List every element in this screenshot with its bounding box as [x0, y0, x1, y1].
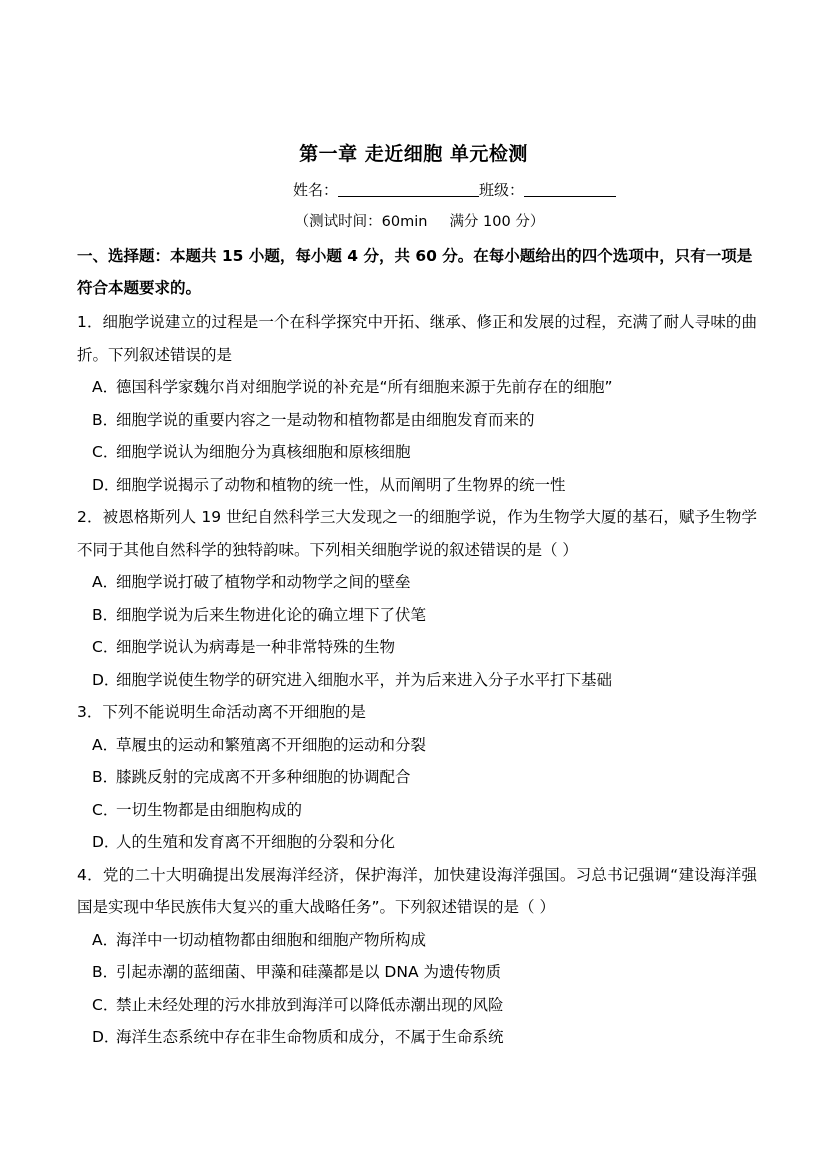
- option-letter: B．: [92, 605, 119, 624]
- option-text: 膝跳反射的完成离不开多种细胞的协调配合: [116, 768, 411, 786]
- option-text: 一切生物都是由细胞构成的: [116, 800, 303, 819]
- option-text: 引起赤潮的蓝细菌、甲藻和硅藻都是以 DNA 为遗传物质: [116, 963, 501, 981]
- option-letter: B．: [92, 768, 119, 786]
- option-b: [77, 599, 757, 632]
- option-b: [77, 956, 757, 989]
- test-info-line: [0, 210, 827, 234]
- option-c: [77, 436, 757, 469]
- option-c: [77, 631, 757, 664]
- option-text: 细胞学说的重要内容之一是动物和植物都是由细胞发育而来的: [116, 410, 535, 429]
- option-letter: D．: [92, 475, 120, 494]
- option-text: 海洋中一切动植物都由细胞和细胞产物所构成: [116, 930, 427, 949]
- option-text: 海洋生态系统中存在非生命物质和成分，不属于生命系统: [116, 1028, 504, 1046]
- option-letter: D．: [92, 1028, 120, 1046]
- option-text: 细胞学说打破了植物学和动物学之间的壁垒: [116, 573, 411, 591]
- option-text: 细胞学说揭示了动物和植物的统一性，从而阐明了生物界的统一性: [116, 475, 566, 494]
- question-stem: 1．细胞学说建立的过程是一个在科学探究中开拓、继承、修正和发展的过程，充满了耐人寻味的曲折。下列叙述错误的是: [77, 313, 757, 364]
- option-a: [77, 729, 757, 762]
- option-c: [77, 794, 757, 827]
- option-letter: A．: [92, 735, 119, 754]
- question-2: [77, 501, 757, 696]
- page-title: 第一章 走近细胞 单元检测: [299, 143, 528, 165]
- option-letter: A．: [92, 378, 119, 396]
- question-3: [77, 696, 757, 859]
- option-letter: C．: [92, 443, 119, 461]
- question-list: [77, 306, 757, 1054]
- option-b: [77, 404, 757, 437]
- option-letter: C．: [92, 800, 119, 819]
- option-letter: C．: [92, 995, 119, 1014]
- name-label: 姓名：: [293, 181, 339, 199]
- option-b: [77, 761, 757, 794]
- option-text: 细胞学说使生物学的研究进入细胞水平，并为后来进入分子水平打下基础: [116, 670, 613, 689]
- full-score: 满分 100 分）: [449, 214, 545, 230]
- option-a: [77, 371, 757, 404]
- option-text: 细胞学说认为病毒是一种非常特殊的生物: [116, 638, 396, 656]
- section-heading: 一、选择题：本题共 15 小题，每小题 4 分，共 60 分。在每小题给出的四个选项中，只有一项是符合本题要求的。: [77, 247, 753, 297]
- question-4: [77, 859, 757, 1054]
- option-a: [77, 566, 757, 599]
- question-stem: 2．被恩格斯列人 19 世纪自然科学三大发现之一的细胞学说，作为生物学大厦的基石，赋予生物学不同于其他自然科学的独特韵味。下列相关细胞学说的叙述错误的是（ ）: [77, 508, 757, 559]
- option-text: 德国科学家魏尔肖对细胞学说的补充是“所有细胞来源于先前存在的细胞”: [116, 378, 613, 396]
- class-blank[interactable]: [524, 180, 616, 197]
- test-time: （测试时间：60min: [294, 214, 428, 230]
- option-text: 细胞学说为后来生物进化论的确立埋下了伏笔: [116, 605, 427, 624]
- option-c: [77, 989, 757, 1022]
- option-d: [77, 1021, 757, 1054]
- option-text: 禁止未经处理的污水排放到海洋可以降低赤潮出现的风险: [116, 995, 504, 1014]
- option-d: [77, 469, 757, 502]
- question-stem: 3．下列不能说明生命活动离不开细胞的是: [77, 703, 366, 721]
- option-letter: C．: [92, 638, 119, 656]
- option-letter: A．: [92, 930, 119, 949]
- name-blank[interactable]: [338, 180, 479, 197]
- option-letter: B．: [92, 963, 119, 981]
- option-letter: B．: [92, 410, 119, 429]
- option-letter: D．: [92, 670, 120, 689]
- question-stem: 4．党的二十大明确提出发展海洋经济，保护海洋，加快建设海洋强国。习总书记强调“建设海洋强国是实现中华民族伟大复兴的重大战略任务”。下列叙述错误的是（ ）: [77, 865, 757, 916]
- option-d: [77, 826, 757, 859]
- option-text: 人的生殖和发育离不开细胞的分裂和分化: [116, 833, 396, 851]
- option-a: [77, 924, 757, 957]
- question-1: [77, 306, 757, 501]
- option-text: 细胞学说认为细胞分为真核细胞和原核细胞: [116, 443, 411, 461]
- option-letter: D．: [92, 833, 120, 851]
- option-text: 草履虫的运动和繁殖离不开细胞的运动和分裂: [116, 735, 427, 754]
- student-info-line: [293, 178, 616, 202]
- option-d: [77, 664, 757, 697]
- option-letter: A．: [92, 573, 119, 591]
- class-label: 班级：: [479, 181, 525, 199]
